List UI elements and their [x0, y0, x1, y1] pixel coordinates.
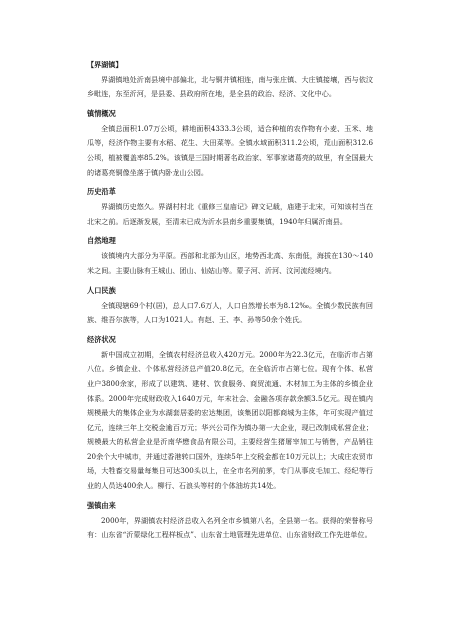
section-text-geography: 该镇境内大部分为平原。西部和北部为山区，地势西北高、东南低，海拔在130～140米之间。主要山脉有王城山、团山、仙姑山等。蒙子河、沂河、汶河流经境内。	[87, 251, 373, 275]
section-heading-history: 历史沿革	[87, 187, 116, 197]
document-page	[87, 58, 373, 543]
section-heading-geography: 自然地理	[87, 236, 116, 246]
section-text-population: 全镇现辖69个村(居)，总人口7.6万人，人口自然增长率为8.12‰。全镇少数民族有回族、维吾尔族等，人口为1021人。有赵、王、李、孙等50余个姓氏。	[87, 300, 373, 325]
section-heading-population: 人口民族	[87, 285, 116, 295]
document-title: 【界湖镇】	[87, 60, 123, 69]
section-text-history: 界湖镇历史悠久。界湖村村北《重修三皇庙记》碑文记载，庙建于北宋，可知该村当在北宋之前。后逐渐发展，至清末已成为沂水县南乡重要集镇，1940年归属沂南县。	[87, 202, 373, 226]
section-text-economy: 新中国成立初期，全镇农村经济总收入420万元。2000年为22.3亿元，在临沂市占第八位。乡镇企业、个体私营经济总产值20.8亿元，在全临沂市占第七位。现有个体、私营业户3800余家，形成了以建筑、建材、饮食服务、商贸流通、木材加工为主体的乡镇企业体系。2000年完成财政收入1640万元，年末社会、金融各项存款余额3.5亿元。现在镇内规模最大的集体企业为水湖套居委的宏达集团，该集团以阳都商城为主体，年可实现产值过亿元，连续三年上交税金逾百万元；华兴公司作为镇办第一大企业，现已改制成私营企业；规模最大的私营企业是沂南华懋食品有限公司，主要经营生猪屠宰加工与销售，产品销往20余个大中城市，并通过香港转口国外，连续5年上交税金都在10万元以上；大成庄农贸市场，大牲畜交易量每集日可达300头以上，在全市名列前茅，专门从事皮毛加工、经纪等行业的人员达400余人。柳行、石浪头等村的个体油坊共14处。	[87, 349, 373, 491]
intro-paragraph: 界湖镇地处沂南县境中部偏北，北与铜井镇相连，南与张庄镇、大庄镇接壤，西与依汶乡毗连，东至沂河，是县委、县政府所在地，是全县的政治、经济、文化中心。	[87, 74, 373, 99]
section-heading-strong-town: 强镇由来	[87, 500, 116, 510]
section-text-overview: 全镇总面积1.07万公顷，耕地面积4333.3公顷，适合种植的农作物有小麦、玉米、地瓜等，经济作物主要有水稻、花生、大田菜等。全镇水域面积311.2公顷，荒山面积312.6公顷，植被覆盖率85.2%。该镇是三国时期著名政治家、军事家诸葛亮的故里，有全国最大的诸葛亮铜像坐落于镇内卧龙山公园。	[87, 123, 373, 177]
section-heading-economy: 经济状况	[87, 334, 116, 344]
section-heading-overview: 镇情概况	[87, 108, 116, 118]
section-text-strong-town: 2000年，界湖镇农村经济总收入名列全市乡镇第八名，全县第一名。获得的荣誉称号有：山东省“沂蒙绿化工程样板点”、山东省土地管理先进单位、山东省财政工作先进单位。	[87, 515, 373, 540]
